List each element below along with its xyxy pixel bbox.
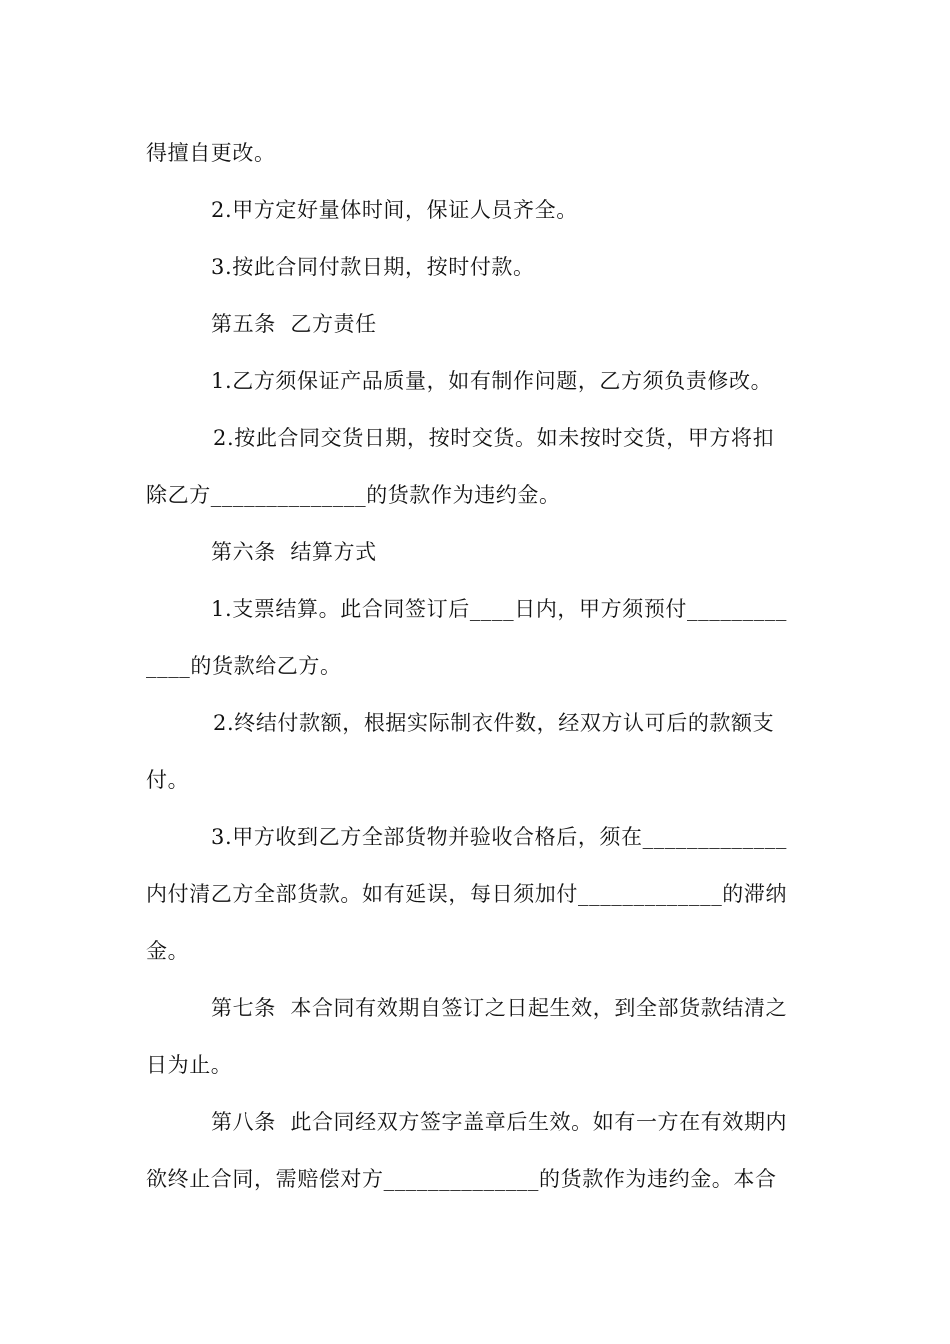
paragraph-line-19: 欲终止合同，需赔偿对方______________的货款作为违约金。本合: [146, 1167, 777, 1191]
paragraph-line-17: 日为止。: [146, 1053, 233, 1077]
paragraph-line-9: 1.支票结算。此合同签订后____日内，甲方须预付_________: [211, 597, 787, 621]
paragraph-line-14: 内付清乙方全部货款。如有延误，每日须加付_____________的滞纳: [146, 882, 788, 906]
section-heading-8: 第八条 此合同经双方签字盖章后生效。如有一方在有效期内: [211, 1110, 788, 1134]
paragraph-line-6: 2.按此合同交货日期，按时交货。如未按时交货，甲方将扣: [213, 426, 775, 450]
paragraph-line-3: 3.按此合同付款日期，按时付款。: [211, 255, 535, 279]
paragraph-line-7: 除乙方______________的货款作为违约金。: [146, 483, 561, 507]
paragraph-line-11: 2.终结付款额，根据实际制衣件数，经双方认可后的款额支: [213, 711, 775, 735]
paragraph-line-15: 金。: [146, 939, 190, 963]
section-heading-7: 第七条 本合同有效期自签订之日起生效，到全部货款结清之: [211, 996, 788, 1020]
paragraph-line-13: 3.甲方收到乙方全部货物并验收合格后，须在_____________: [211, 825, 787, 849]
paragraph-line-2: 2.甲方定好量体时间，保证人员齐全。: [211, 198, 578, 222]
section-heading-5: 第五条 乙方责任: [211, 312, 377, 336]
paragraph-line-5: 1.乙方须保证产品质量，如有制作问题，乙方须负责修改。: [211, 369, 773, 393]
paragraph-line-1: 得擅自更改。: [146, 141, 276, 165]
paragraph-line-10: ____的货款给乙方。: [146, 654, 342, 678]
paragraph-line-12: 付。: [146, 768, 190, 792]
section-heading-6: 第六条 结算方式: [211, 540, 377, 564]
